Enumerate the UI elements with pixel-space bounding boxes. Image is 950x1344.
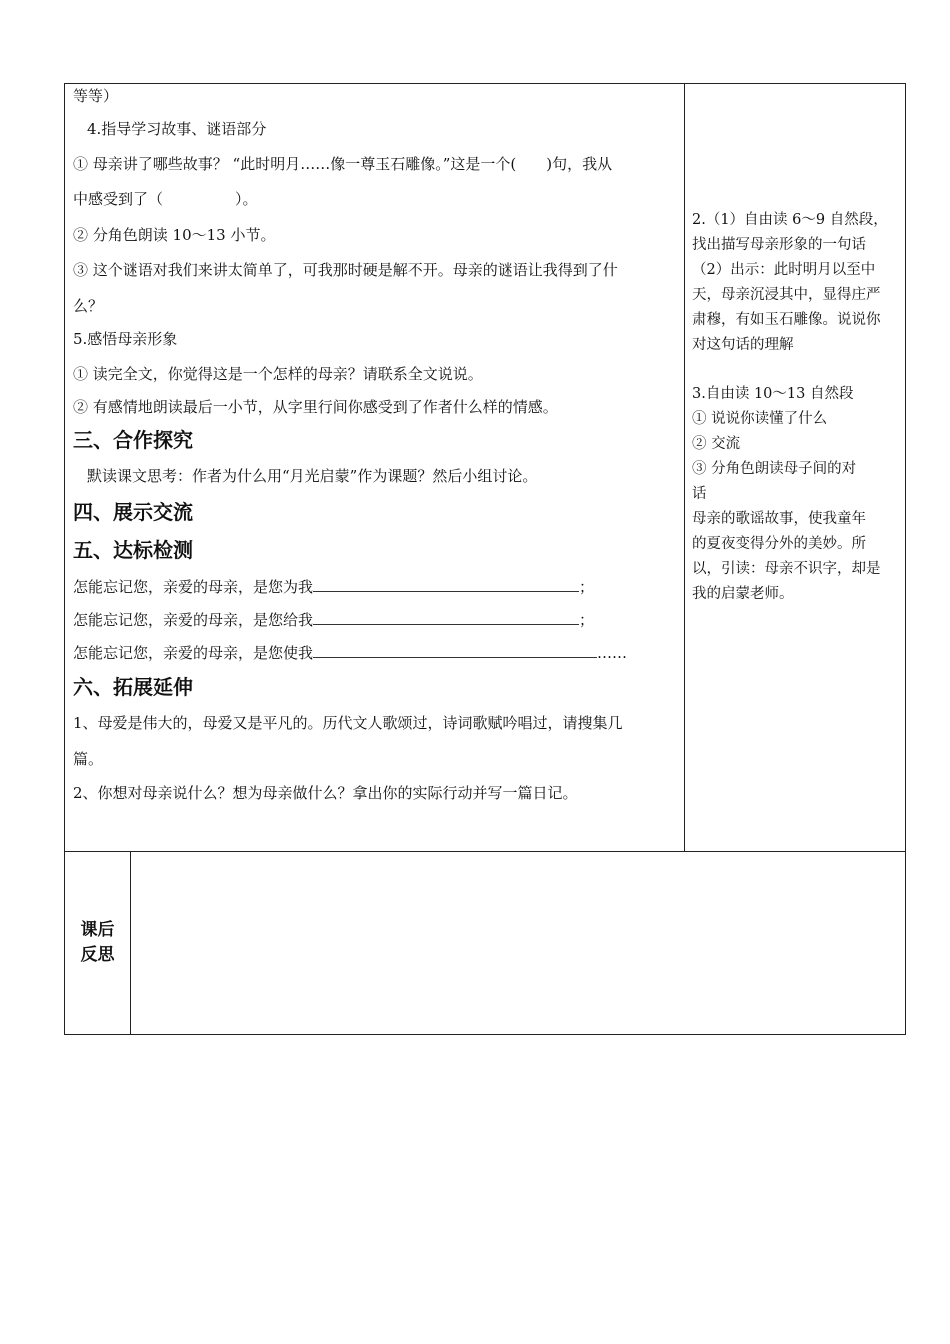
heading-presentation: 四、展示交流 — [73, 500, 193, 524]
side-line: 母亲的歌谣故事，使我童年 — [692, 511, 866, 527]
fill-2-end: ； — [579, 611, 595, 629]
side-line: 对这句话的理解 — [692, 337, 794, 353]
fill-3-text: 怎能忘记您，亲爱的母亲，是您使我 — [73, 644, 314, 662]
fill-line-1 — [73, 577, 594, 597]
side-line: （2）出示：此时明月以至中 — [692, 262, 876, 278]
heading-assessment: 五、达标检测 — [73, 538, 193, 562]
side-line: 的夏夜变得分外的美妙。所 — [692, 536, 866, 552]
reflection-label-line-1: 课后 — [80, 920, 115, 940]
side-line: 天，母亲沉浸其中，显得庄严 — [692, 287, 881, 303]
extension-1-line-2: 篇。 — [73, 750, 104, 768]
fill-line-2 — [73, 610, 594, 630]
reflection-label — [64, 918, 131, 968]
question-5-2: ② 有感情地朗读最后一小节，从字里行间你感受到了作者什么样的情感。 — [73, 398, 558, 416]
extension-2: 2、你想对母亲说什么？想为母亲做什么？拿出你的实际行动并写一篇日记。 — [73, 784, 578, 802]
question-2: ② 分角色朗读 10～13 小节。 — [73, 226, 276, 244]
question-1-text-a: ① 母亲讲了哪些故事？ “此时明月……像一尊玉石雕像。”这是一个( — [73, 155, 517, 173]
question-1-text-b: )句，我从 — [546, 155, 613, 173]
side-line: 找出描写母亲形象的一句话 — [692, 237, 866, 253]
question-5-1: ① 读完全文，你觉得这是一个怎样的母亲？请联系全文说说。 — [73, 365, 483, 383]
side-line: 话 — [692, 486, 707, 502]
heading-extension: 六、拓展延伸 — [73, 675, 193, 699]
continued-text: 等等） — [73, 87, 119, 105]
fill-2-text: 怎能忘记您，亲爱的母亲，是您给我 — [73, 611, 314, 629]
fill-line-3 — [73, 643, 627, 663]
question-3-line-1: ③ 这个谜语对我们来讲太简单了，可我那时硬是解不开。母亲的谜语让我得到了什 — [73, 261, 618, 279]
fill-3-end: …… — [597, 644, 628, 662]
side-line: 3.自由读 10～13 自然段 — [692, 386, 854, 402]
reflection-content[interactable] — [136, 857, 900, 1029]
fill-1-text: 怎能忘记您，亲爱的母亲，是您为我 — [73, 578, 314, 596]
side-line: 肃穆，有如玉石雕像。说说你 — [692, 312, 881, 328]
reflection-label-line-2: 反思 — [80, 945, 115, 965]
side-line: ② 交流 — [692, 436, 741, 452]
side-line: 以，引读：母亲不识字，却是 — [692, 561, 881, 577]
question-1-line-2 — [73, 189, 258, 209]
fill-2-blank[interactable] — [313, 610, 579, 625]
question-1-line-1 — [73, 154, 612, 174]
heading-cooperation: 三、合作探究 — [73, 428, 193, 452]
side-line: 我的启蒙老师。 — [692, 586, 794, 602]
fill-1-blank[interactable] — [313, 577, 579, 592]
question-1-text-c: 中感受到了（ — [73, 190, 164, 208]
side-line: 2.（1）自由读 6～9 自然段， — [692, 212, 888, 228]
extension-1-line-1: 1、母爱是伟大的，母爱又是平凡的。历代文人歌颂过，诗词歌赋吟唱过，请搜集几 — [73, 714, 623, 732]
section-5-title: 5.感悟母亲形象 — [73, 330, 178, 348]
question-3-line-2: 么？ — [73, 297, 104, 315]
section-4-title: 4.指导学习故事、谜语部分 — [87, 120, 267, 138]
cooperation-text: 默读课文思考：作者为什么用“月光启蒙”作为课题？然后小组讨论。 — [87, 467, 538, 485]
question-1-text-d: ）。 — [235, 190, 258, 208]
fill-1-end: ； — [579, 578, 595, 596]
fill-3-blank[interactable] — [313, 643, 597, 658]
side-line: ③ 分角色朗读母子间的对 — [692, 461, 857, 477]
side-line: ① 说说你读懂了什么 — [692, 411, 828, 427]
